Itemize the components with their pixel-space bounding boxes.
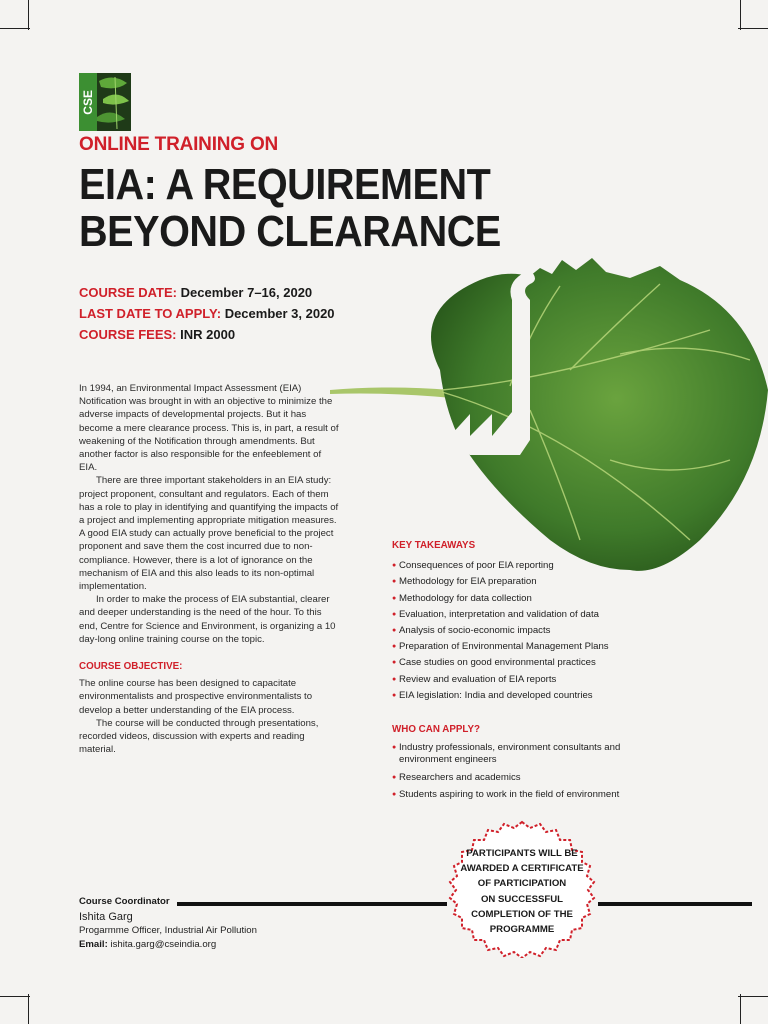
badge-line: ON SUCCESSFUL — [480, 893, 564, 905]
list-item: ● EIA legislation: India and developed countries — [392, 688, 652, 704]
list-item: ● Industry professionals, environment consultants and environment engineers — [392, 742, 652, 766]
fact-last-date: LAST DATE TO APPLY: December 3, 2020 — [79, 306, 335, 321]
objective-heading: COURSE OBJECTIVE: — [79, 661, 183, 673]
list-item: ● Review and evaluation of EIA reports — [392, 672, 652, 688]
logo-foliage — [97, 73, 131, 131]
crop-mark — [28, 0, 29, 30]
fact-course-fees: COURSE FEES: INR 2000 — [79, 327, 236, 342]
takeaways-list — [392, 558, 652, 704]
crop-mark — [0, 28, 30, 29]
badge-line: OF PARTICIPATION — [477, 878, 567, 890]
intro-paragraph-1: In 1994, an Environmental Impact Assessment (EIA) Notification was brought in with an objective to minimize the adverse impacts of developmental projects. But it has become a mere clearance process. This is, in part, a result of weakening of the Notification through amendments. But another factor is also responsible for the enfeeblement of EIA. — [79, 383, 339, 474]
badge-line: COMPLETION OF THE — [471, 908, 573, 920]
list-item: ● Case studies on good environmental practices — [392, 655, 652, 671]
list-item: ● Students aspiring to work in the field of environment — [392, 789, 652, 801]
who-heading: WHO CAN APPLY? — [392, 724, 480, 736]
crop-mark — [28, 994, 29, 1024]
course-coordinator — [79, 895, 257, 951]
email-label: Email: — [79, 938, 108, 950]
crop-mark — [738, 28, 768, 29]
divider-rule-right — [598, 902, 752, 906]
list-item: ● Researchers and academics — [392, 772, 652, 784]
objective-paragraph-1: The online course has been designed to capacitate environmentalists and prospective environmentalists to develop a better understanding of the EIA process. — [79, 678, 313, 716]
certificate-badge-text — [444, 846, 600, 937]
list-item: ● Evaluation, interpretation and validation of data — [392, 607, 652, 623]
crop-mark — [0, 996, 30, 997]
course-facts — [79, 282, 335, 345]
takeaways-heading: KEY TAKEAWAYS — [392, 540, 476, 551]
cse-logo — [79, 73, 131, 131]
list-item: ● Preparation of Environmental Management Plans — [392, 639, 652, 655]
who-list — [392, 742, 652, 801]
list-item: ● Consequences of poor EIA reporting — [392, 558, 652, 574]
overline: ONLINE TRAINING ON — [79, 134, 279, 155]
badge-line: AWARDED A CERTIFICATE — [460, 863, 584, 875]
coordinator-label: Course Coordinator — [79, 896, 170, 907]
coordinator-role: Progarmme Officer, Industrial Air Pollution — [79, 925, 257, 936]
intro-paragraph-3: In order to make the process of EIA substantial, clearer and deeper understanding is the need of the hour. To this end, Centre for Science and Environment, is organizing a 10 day-long online training course on the topic. — [79, 594, 336, 645]
coordinator-email-row — [79, 938, 257, 952]
intro-paragraph-2: There are three important stakeholders in an EIA study: project proponent, consultant and regulators. Each of them has a role to play in identifying and quantifying the impacts of a project and implementing appropriate mitigation measures. A good EIA study can actually prove beneficial to the project proponent and save them the cost incurred due to non-compliance. However, there is a lot of ignorance on the mechanism of EIA and this also leads to its non-optimal implementation. — [79, 475, 339, 593]
list-item: ● Methodology for EIA preparation — [392, 574, 652, 590]
crop-mark — [740, 994, 741, 1024]
right-column — [392, 538, 652, 806]
crop-mark — [738, 996, 768, 997]
title-line-1: EIA: A REQUIREMENT — [79, 160, 491, 209]
logo-wordmark — [79, 73, 97, 131]
list-item: ● Analysis of socio-economic impacts — [392, 623, 652, 639]
fact-course-date: COURSE DATE: December 7–16, 2020 — [79, 285, 313, 300]
badge-line: PARTICIPANTS WILL BE — [466, 848, 578, 859]
email-link[interactable]: ishita.garg@cseindia.org — [110, 938, 217, 950]
title-line-2: BEYOND CLEARANCE — [79, 207, 501, 256]
intro-text — [79, 382, 341, 756]
logo-text: CSE — [80, 89, 95, 115]
objective-paragraph-2: The course will be conducted through presentations, recorded videos, discussion with experts and reading material. — [79, 717, 319, 756]
crop-mark — [740, 0, 741, 30]
coordinator-name: Ishita Garg — [79, 910, 133, 923]
list-item: ● Methodology for data collection — [392, 591, 652, 607]
badge-line: PROGRAMME — [489, 924, 555, 936]
leaf-factory-illustration — [330, 240, 768, 580]
